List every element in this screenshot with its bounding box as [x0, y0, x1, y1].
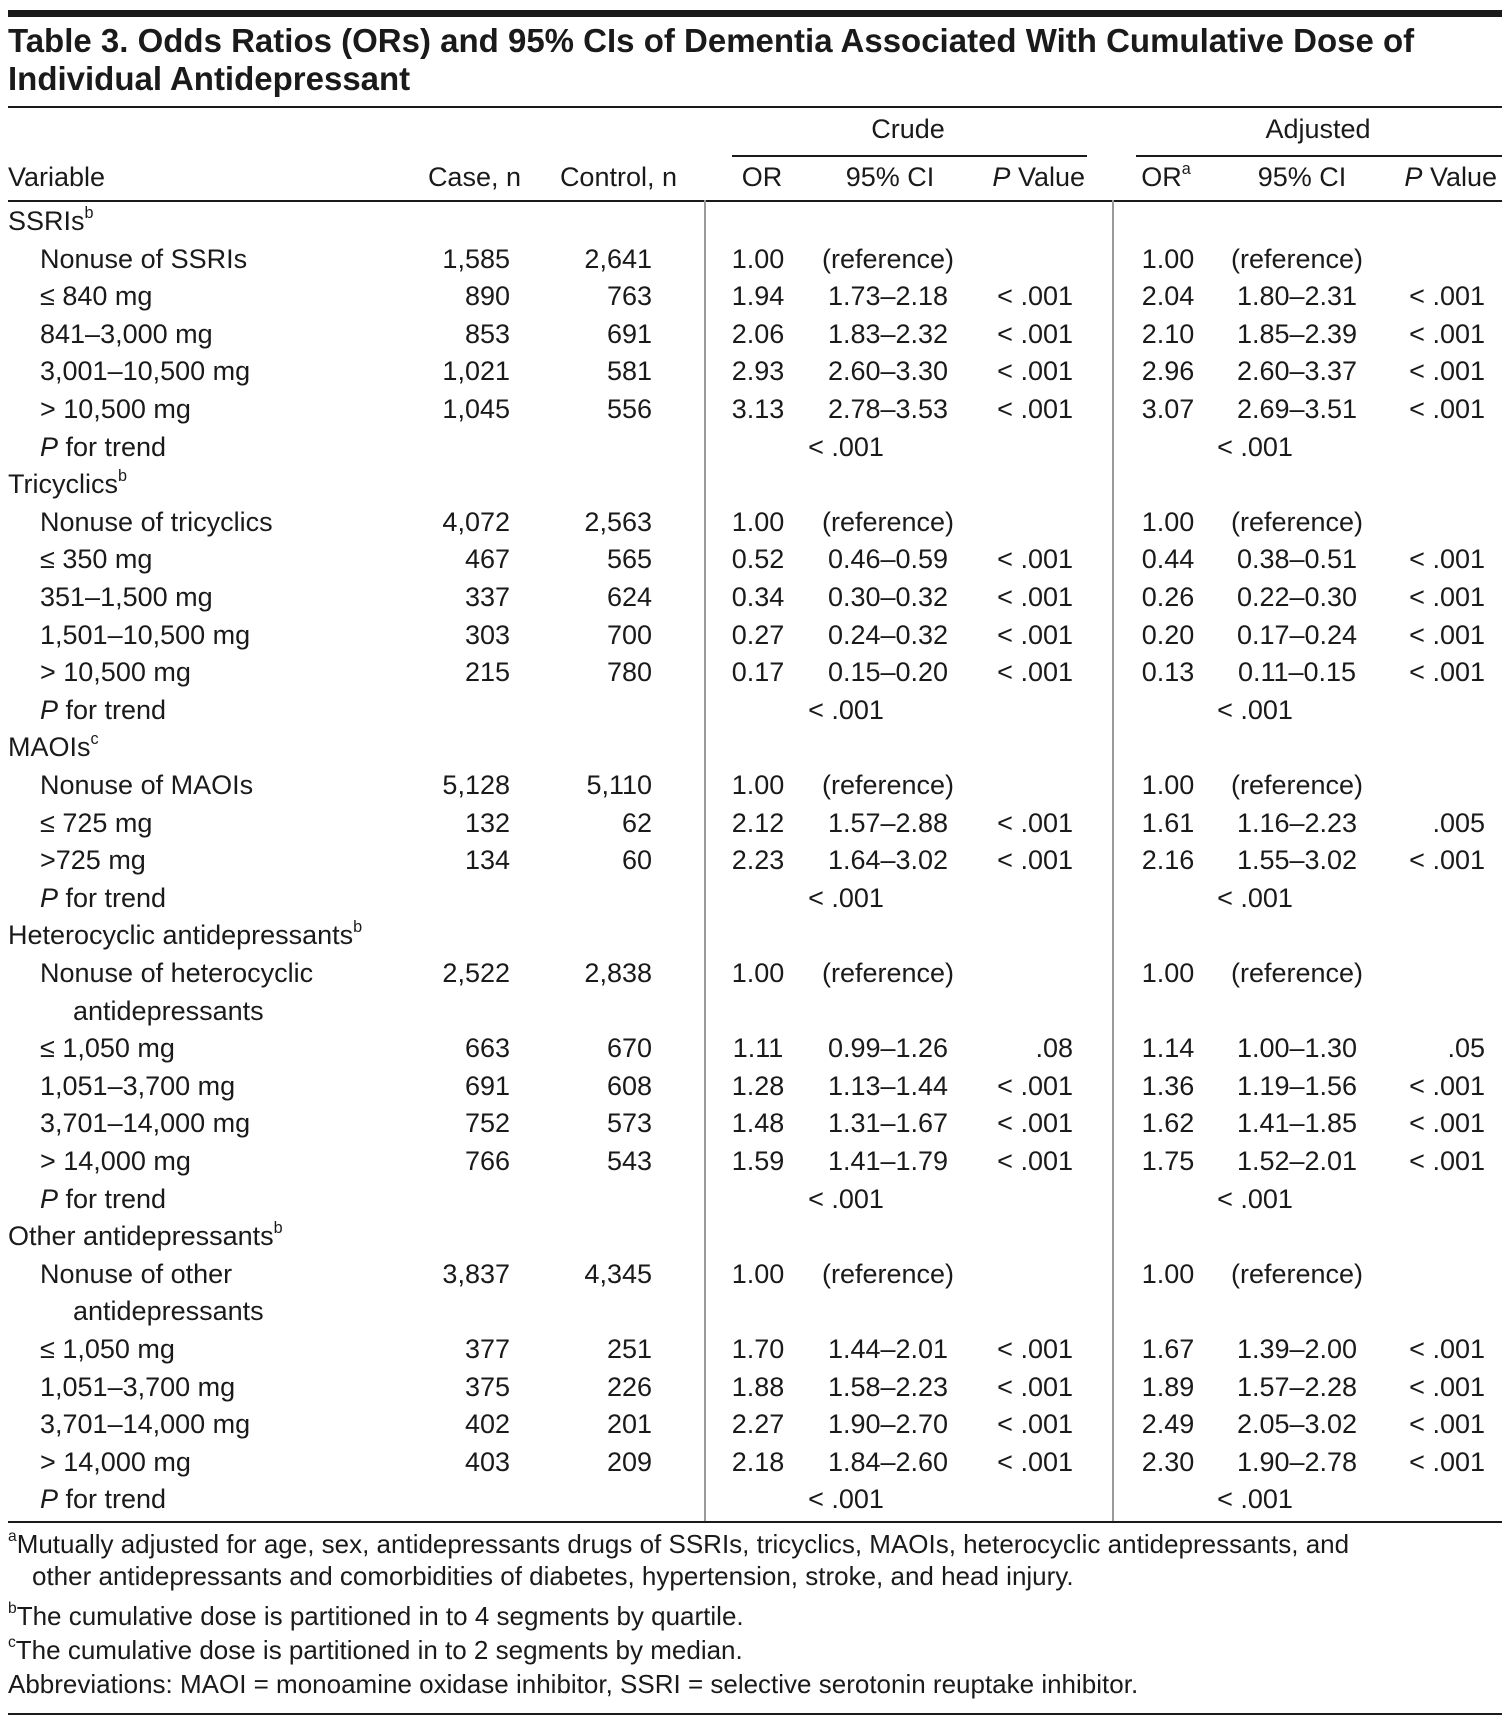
- footnote-top-rule: [8, 1521, 1502, 1523]
- case-count: 752: [464, 1108, 510, 1138]
- adjusted-ci: (reference): [1230, 958, 1364, 988]
- crude-p-value: .08: [1035, 1033, 1073, 1063]
- trend-label-italic: P: [40, 1184, 59, 1214]
- adjusted-or: 2.04: [1141, 281, 1195, 311]
- trend-label-text: for trend: [58, 432, 167, 462]
- adjusted-p-value: < .001: [1409, 1409, 1485, 1439]
- crude-or: 0.52: [731, 544, 785, 574]
- crude-or: 2.27: [731, 1409, 785, 1439]
- adjusted-p-value: < .001: [1409, 1071, 1485, 1101]
- crude-p-value: < .001: [997, 1447, 1073, 1477]
- control-count: 209: [606, 1447, 652, 1477]
- col-header-or-adjusted: $OR^a$: [1141, 159, 1191, 192]
- crude-or: 1.00: [731, 244, 785, 274]
- adjusted-group-header: Adjusted: [1265, 114, 1371, 144]
- adjusted-or: 2.10: [1141, 319, 1195, 349]
- case-count: 766: [464, 1146, 510, 1176]
- group-footnote-marker: b: [353, 917, 363, 936]
- trend-label-italic: P: [40, 432, 59, 462]
- crude-or: 1.88: [731, 1372, 785, 1402]
- group-label: Other antidepressants: [8, 1221, 274, 1251]
- adjusted-p-value: .05: [1447, 1033, 1485, 1063]
- row-label: > 10,500 mg: [40, 657, 191, 687]
- trend-label-italic: P: [40, 1484, 59, 1514]
- crude-ci: (reference): [821, 507, 955, 537]
- adjusted-ci: (reference): [1230, 244, 1364, 274]
- group-header: [8, 203, 94, 236]
- footnote-b: $^b$The cumulative dose is partitioned in to 4 segments by quartile.: [8, 1600, 744, 1631]
- adjusted-ci: 1.57–2.28: [1236, 1372, 1358, 1402]
- crude-or: 1.00: [731, 507, 785, 537]
- case-count: 134: [464, 845, 510, 875]
- adjusted-ci: 0.17–0.24: [1236, 620, 1358, 650]
- row-label: ≤ 725 mg: [40, 808, 153, 838]
- case-count: 5,128: [442, 770, 510, 800]
- control-count: 700: [606, 620, 652, 650]
- crude-p-value: < .001: [997, 582, 1073, 612]
- group-header: [8, 917, 363, 950]
- adjusted-or: 1.00: [1141, 958, 1195, 988]
- crude-ci: (reference): [821, 244, 955, 274]
- case-count: 2,522: [442, 958, 510, 988]
- adjusted-or: 1.36: [1141, 1071, 1195, 1101]
- crude-ci: 1.13–1.44: [827, 1071, 949, 1101]
- adjusted-ci: 1.00–1.30: [1236, 1033, 1358, 1063]
- crude-or: 2.23: [731, 845, 785, 875]
- adjusted-ci: 1.41–1.85: [1236, 1108, 1358, 1138]
- group-footnote-marker: b: [84, 203, 94, 222]
- row-label: 1,501–10,500 mg: [40, 620, 251, 650]
- adjusted-p-value: < .001: [1409, 1334, 1485, 1364]
- adjusted-ci: 1.52–2.01: [1236, 1146, 1358, 1176]
- adjusted-trend-p: < .001: [1217, 1484, 1293, 1514]
- trend-label: [40, 1484, 166, 1514]
- adjusted-or: 1.00: [1141, 507, 1195, 537]
- adjusted-or: 1.67: [1141, 1334, 1195, 1364]
- adjusted-or: 0.44: [1141, 544, 1195, 574]
- trend-label-italic: P: [40, 695, 59, 725]
- group-label: Heterocyclic antidepressants: [8, 920, 354, 950]
- group-label: Tricyclics: [8, 469, 118, 499]
- crude-or: 1.94: [731, 281, 785, 311]
- trend-label: [40, 695, 166, 725]
- control-count: 624: [606, 582, 652, 612]
- adjusted-ci: 1.16–2.23: [1236, 808, 1358, 838]
- case-count: 4,072: [442, 507, 510, 537]
- adjusted-ci: 1.19–1.56: [1236, 1071, 1358, 1101]
- control-count: 62: [621, 808, 652, 838]
- crude-ci: 1.41–1.79: [827, 1146, 949, 1176]
- crude-ci: (reference): [821, 1259, 955, 1289]
- crude-or: 2.06: [731, 319, 785, 349]
- row-label: 841–3,000 mg: [40, 319, 213, 349]
- case-count: 403: [464, 1447, 510, 1477]
- adjusted-p-value: < .001: [1409, 319, 1485, 349]
- row-label: ≤ 1,050 mg: [40, 1033, 175, 1063]
- adjusted-or: 1.61: [1141, 808, 1195, 838]
- adjusted-p-value: < .001: [1409, 845, 1485, 875]
- crude-p-value: < .001: [997, 319, 1073, 349]
- adjusted-p-value: < .001: [1409, 1447, 1485, 1477]
- row-label: 351–1,500 mg: [40, 582, 213, 612]
- crude-trend-p: < .001: [808, 883, 884, 913]
- crude-or: 1.59: [731, 1146, 785, 1176]
- group-header: [8, 1218, 283, 1251]
- row-label: Nonuse of MAOIs: [40, 770, 254, 800]
- adjusted-or: 0.13: [1141, 657, 1195, 687]
- adjusted-trend-p: < .001: [1217, 1184, 1293, 1214]
- control-count: 226: [606, 1372, 652, 1402]
- control-count: 2,838: [584, 958, 652, 988]
- control-count: 780: [606, 657, 652, 687]
- case-count: 3,837: [442, 1259, 510, 1289]
- case-count: 303: [464, 620, 510, 650]
- crude-ci: 0.99–1.26: [827, 1033, 949, 1063]
- crude-ci: 2.60–3.30: [827, 356, 949, 386]
- crude-ci: 0.24–0.32: [827, 620, 949, 650]
- adjusted-ci: 2.69–3.51: [1236, 394, 1358, 424]
- control-count: 608: [606, 1071, 652, 1101]
- adjusted-or: 1.89: [1141, 1372, 1195, 1402]
- control-count: 556: [606, 394, 652, 424]
- control-count: 251: [606, 1334, 652, 1364]
- crude-trend-p: < .001: [808, 1484, 884, 1514]
- crude-ci: (reference): [821, 958, 955, 988]
- adjusted-ci: 1.90–2.78: [1236, 1447, 1358, 1477]
- crude-or: 0.27: [731, 620, 785, 650]
- row-label: Nonuse of other: [40, 1259, 233, 1289]
- crude-ci: 1.31–1.67: [827, 1108, 949, 1138]
- crude-or: 0.34: [731, 582, 785, 612]
- row-label-continued: antidepressants: [73, 1296, 264, 1326]
- footnote-c: $^c$The cumulative dose is partitioned in to 2 segments by median.: [8, 1634, 743, 1665]
- case-count: 375: [464, 1372, 510, 1402]
- group-label: SSRIs: [8, 206, 85, 236]
- control-count: 763: [606, 281, 652, 311]
- crude-ci: 0.30–0.32: [827, 582, 949, 612]
- control-count: 5,110: [586, 770, 652, 800]
- crude-p-value: < .001: [997, 1409, 1073, 1439]
- crude-ci: 1.64–3.02: [827, 845, 949, 875]
- trend-label-text: for trend: [58, 883, 167, 913]
- adjusted-p-value: < .001: [1409, 1372, 1485, 1402]
- crude-ci: 1.73–2.18: [827, 281, 949, 311]
- row-label: Nonuse of tricyclics: [40, 507, 273, 537]
- crude-or: 1.70: [731, 1334, 785, 1364]
- adjusted-or: 2.49: [1141, 1409, 1195, 1439]
- adjusted-ci: 0.38–0.51: [1236, 544, 1358, 574]
- crude-group-header: Crude: [871, 114, 945, 144]
- trend-label-italic: P: [40, 883, 59, 913]
- row-label: >725 mg: [40, 845, 146, 875]
- crude-p-value: < .001: [997, 1146, 1073, 1176]
- col-header-control: Control, n: [559, 162, 677, 192]
- row-label: ≤ 840 mg: [40, 281, 153, 311]
- group-label: MAOIs: [8, 732, 91, 762]
- crude-trend-p: < .001: [808, 432, 884, 462]
- adjusted-ci: 2.05–3.02: [1236, 1409, 1358, 1439]
- adjusted-trend-p: < .001: [1217, 883, 1293, 913]
- adjusted-ci: 1.85–2.39: [1236, 319, 1358, 349]
- adjusted-p-value: < .001: [1409, 394, 1485, 424]
- trend-label: [40, 432, 166, 462]
- crude-ci: 0.15–0.20: [827, 657, 949, 687]
- trend-label-text: for trend: [58, 1184, 167, 1214]
- row-label: ≤ 350 mg: [40, 544, 153, 574]
- case-count: 402: [464, 1409, 510, 1439]
- adjusted-ci: (reference): [1230, 770, 1364, 800]
- col-header-p-adjusted: P Value: [1404, 162, 1497, 192]
- adjusted-p-value: < .001: [1409, 1108, 1485, 1138]
- adjusted-or: 0.26: [1141, 582, 1195, 612]
- row-label: 1,051–3,700 mg: [40, 1071, 236, 1101]
- crude-p-value: < .001: [997, 281, 1073, 311]
- crude-trend-p: < .001: [808, 695, 884, 725]
- control-count: 573: [606, 1108, 652, 1138]
- title-line-2: Individual Antidepressant: [8, 60, 411, 97]
- control-count: 60: [621, 845, 652, 875]
- crude-or: 2.12: [731, 808, 785, 838]
- control-count: 543: [606, 1146, 652, 1176]
- row-label: Nonuse of SSRIs: [40, 244, 248, 274]
- col-header-ci-crude: 95% CI: [845, 162, 935, 192]
- adjusted-p-value: < .001: [1409, 281, 1485, 311]
- row-label: 1,051–3,700 mg: [40, 1372, 236, 1402]
- crude-trend-p: < .001: [808, 1184, 884, 1214]
- crude-ci: 1.84–2.60: [827, 1447, 949, 1477]
- case-count: 1,585: [442, 244, 510, 274]
- title-line-1: Table 3. Odds Ratios (ORs) and 95% CIs of Dementia Associated With Cumulative Dose of: [8, 22, 1415, 59]
- row-label-continued: antidepressants: [73, 996, 264, 1026]
- col-header-p-crude: P Value: [992, 162, 1085, 192]
- crude-or: 1.00: [731, 770, 785, 800]
- trend-label: [40, 1184, 166, 1214]
- case-count: 467: [464, 544, 510, 574]
- crude-or: 1.00: [731, 1259, 785, 1289]
- crude-p-value: < .001: [997, 808, 1073, 838]
- adjusted-or: 2.96: [1141, 356, 1195, 386]
- adjusted-ci: 0.22–0.30: [1236, 582, 1358, 612]
- adjusted-or: 1.14: [1141, 1033, 1195, 1063]
- crude-p-value: < .001: [997, 1071, 1073, 1101]
- crude-p-value: < .001: [997, 544, 1073, 574]
- crude-ci: 1.57–2.88: [827, 808, 949, 838]
- crude-p-value: < .001: [997, 394, 1073, 424]
- crude-ci: 1.83–2.32: [827, 319, 949, 349]
- row-label: ≤ 1,050 mg: [40, 1334, 175, 1364]
- adjusted-ci: 1.39–2.00: [1236, 1334, 1358, 1364]
- group-footnote-marker: b: [117, 466, 127, 485]
- adjusted-trend-p: < .001: [1217, 695, 1293, 725]
- crude-p-value: < .001: [997, 620, 1073, 650]
- group-footnote-marker: c: [90, 729, 99, 748]
- adjusted-ci: 1.55–3.02: [1236, 845, 1358, 875]
- crude-p-value: < .001: [997, 1372, 1073, 1402]
- adjusted-trend-p: < .001: [1217, 432, 1293, 462]
- control-count: 670: [606, 1033, 652, 1063]
- adjusted-or: 3.07: [1141, 394, 1195, 424]
- bottom-rule: [8, 1713, 1502, 1715]
- case-count: 691: [464, 1071, 510, 1101]
- crude-or: 2.18: [731, 1447, 785, 1477]
- row-label: > 10,500 mg: [40, 394, 191, 424]
- row-label: Nonuse of heterocyclic: [40, 958, 314, 988]
- case-count: 663: [464, 1033, 510, 1063]
- row-label: > 14,000 mg: [40, 1447, 191, 1477]
- crude-or: 0.17: [731, 657, 785, 687]
- crude-or: 1.48: [731, 1108, 785, 1138]
- adjusted-or: 0.20: [1141, 620, 1195, 650]
- footnote-a: $^a$Mutually adjusted for age, sex, antidepressants drugs of SSRIs, tricyclics, MAOIs, heterocyclic antidepressants, and other antidepressants and comorbidities of diabetes, hypertension, stroke, and head injury.: [8, 1528, 1350, 1591]
- crude-or: 1.11: [732, 1033, 784, 1063]
- crude-or: 2.93: [731, 356, 785, 386]
- crude-ci: (reference): [821, 770, 955, 800]
- case-count: 215: [464, 657, 510, 687]
- case-count: 890: [464, 281, 510, 311]
- crude-or: 3.13: [731, 394, 785, 424]
- adjusted-or: 1.00: [1141, 770, 1195, 800]
- adjusted-or: 1.75: [1141, 1146, 1195, 1176]
- crude-p-value: < .001: [997, 1334, 1073, 1364]
- trend-label: [40, 883, 166, 913]
- crude-ci: 1.58–2.23: [827, 1372, 949, 1402]
- crude-or: 1.00: [731, 958, 785, 988]
- adjusted-p-value: < .001: [1409, 620, 1485, 650]
- group-header: [8, 466, 127, 499]
- case-count: 337: [464, 582, 510, 612]
- crude-or: 1.28: [731, 1071, 785, 1101]
- case-count: 853: [464, 319, 510, 349]
- control-count: 4,345: [584, 1259, 652, 1289]
- adjusted-p-value: < .001: [1409, 582, 1485, 612]
- crude-p-value: < .001: [997, 1108, 1073, 1138]
- adjusted-or: 1.00: [1141, 1259, 1195, 1289]
- group-header: [8, 729, 99, 762]
- crude-p-value: < .001: [997, 657, 1073, 687]
- control-count: 581: [606, 356, 652, 386]
- adjusted-ci: 0.11–0.15: [1237, 657, 1357, 687]
- adjusted-p-value: < .001: [1409, 1146, 1485, 1176]
- col-header-case: Case, n: [427, 162, 521, 192]
- group-footnote-marker: b: [273, 1218, 283, 1237]
- trend-label-text: for trend: [58, 1484, 167, 1514]
- col-header-variable: Variable: [8, 162, 106, 192]
- adjusted-p-value: < .001: [1409, 657, 1485, 687]
- adjusted-ci: (reference): [1230, 1259, 1364, 1289]
- crude-ci: 2.78–3.53: [827, 394, 949, 424]
- case-count: 1,021: [442, 356, 510, 386]
- crude-p-value: < .001: [997, 845, 1073, 875]
- crude-ci: 0.46–0.59: [827, 544, 949, 574]
- case-count: 1,045: [442, 394, 510, 424]
- case-count: 132: [464, 808, 510, 838]
- adjusted-ci: (reference): [1230, 507, 1364, 537]
- adjusted-or: 2.30: [1141, 1447, 1195, 1477]
- row-label: 3,001–10,500 mg: [40, 356, 251, 386]
- control-count: 691: [606, 319, 652, 349]
- trend-label-text: for trend: [58, 695, 167, 725]
- adjusted-p-value: < .001: [1409, 544, 1485, 574]
- footnote-abbreviations: Abbreviations: MAOI = monoamine oxidase inhibitor, SSRI = selective serotonin reuptake inhibitor.: [8, 1669, 1139, 1699]
- control-count: 565: [606, 544, 652, 574]
- crude-ci: 1.44–2.01: [827, 1334, 949, 1364]
- adjusted-or: 2.16: [1141, 845, 1195, 875]
- crude-p-value: < .001: [997, 356, 1073, 386]
- adjusted-p-value: < .001: [1409, 356, 1485, 386]
- col-header-ci-adjusted: 95% CI: [1257, 162, 1347, 192]
- control-count: 2,641: [584, 244, 652, 274]
- control-count: 2,563: [584, 507, 652, 537]
- adjusted-ci: 2.60–3.37: [1236, 356, 1358, 386]
- row-label: 3,701–14,000 mg: [40, 1108, 251, 1138]
- control-count: 201: [606, 1409, 652, 1439]
- case-count: 377: [464, 1334, 510, 1364]
- crude-ci: 1.90–2.70: [827, 1409, 949, 1439]
- adjusted-p-value: .005: [1432, 808, 1485, 838]
- adjusted-or: 1.62: [1141, 1108, 1195, 1138]
- row-label: 3,701–14,000 mg: [40, 1409, 251, 1439]
- row-label: > 14,000 mg: [40, 1146, 191, 1176]
- adjusted-or: 1.00: [1141, 244, 1195, 274]
- adjusted-ci: 1.80–2.31: [1236, 281, 1358, 311]
- col-header-or-crude: OR: [741, 162, 783, 192]
